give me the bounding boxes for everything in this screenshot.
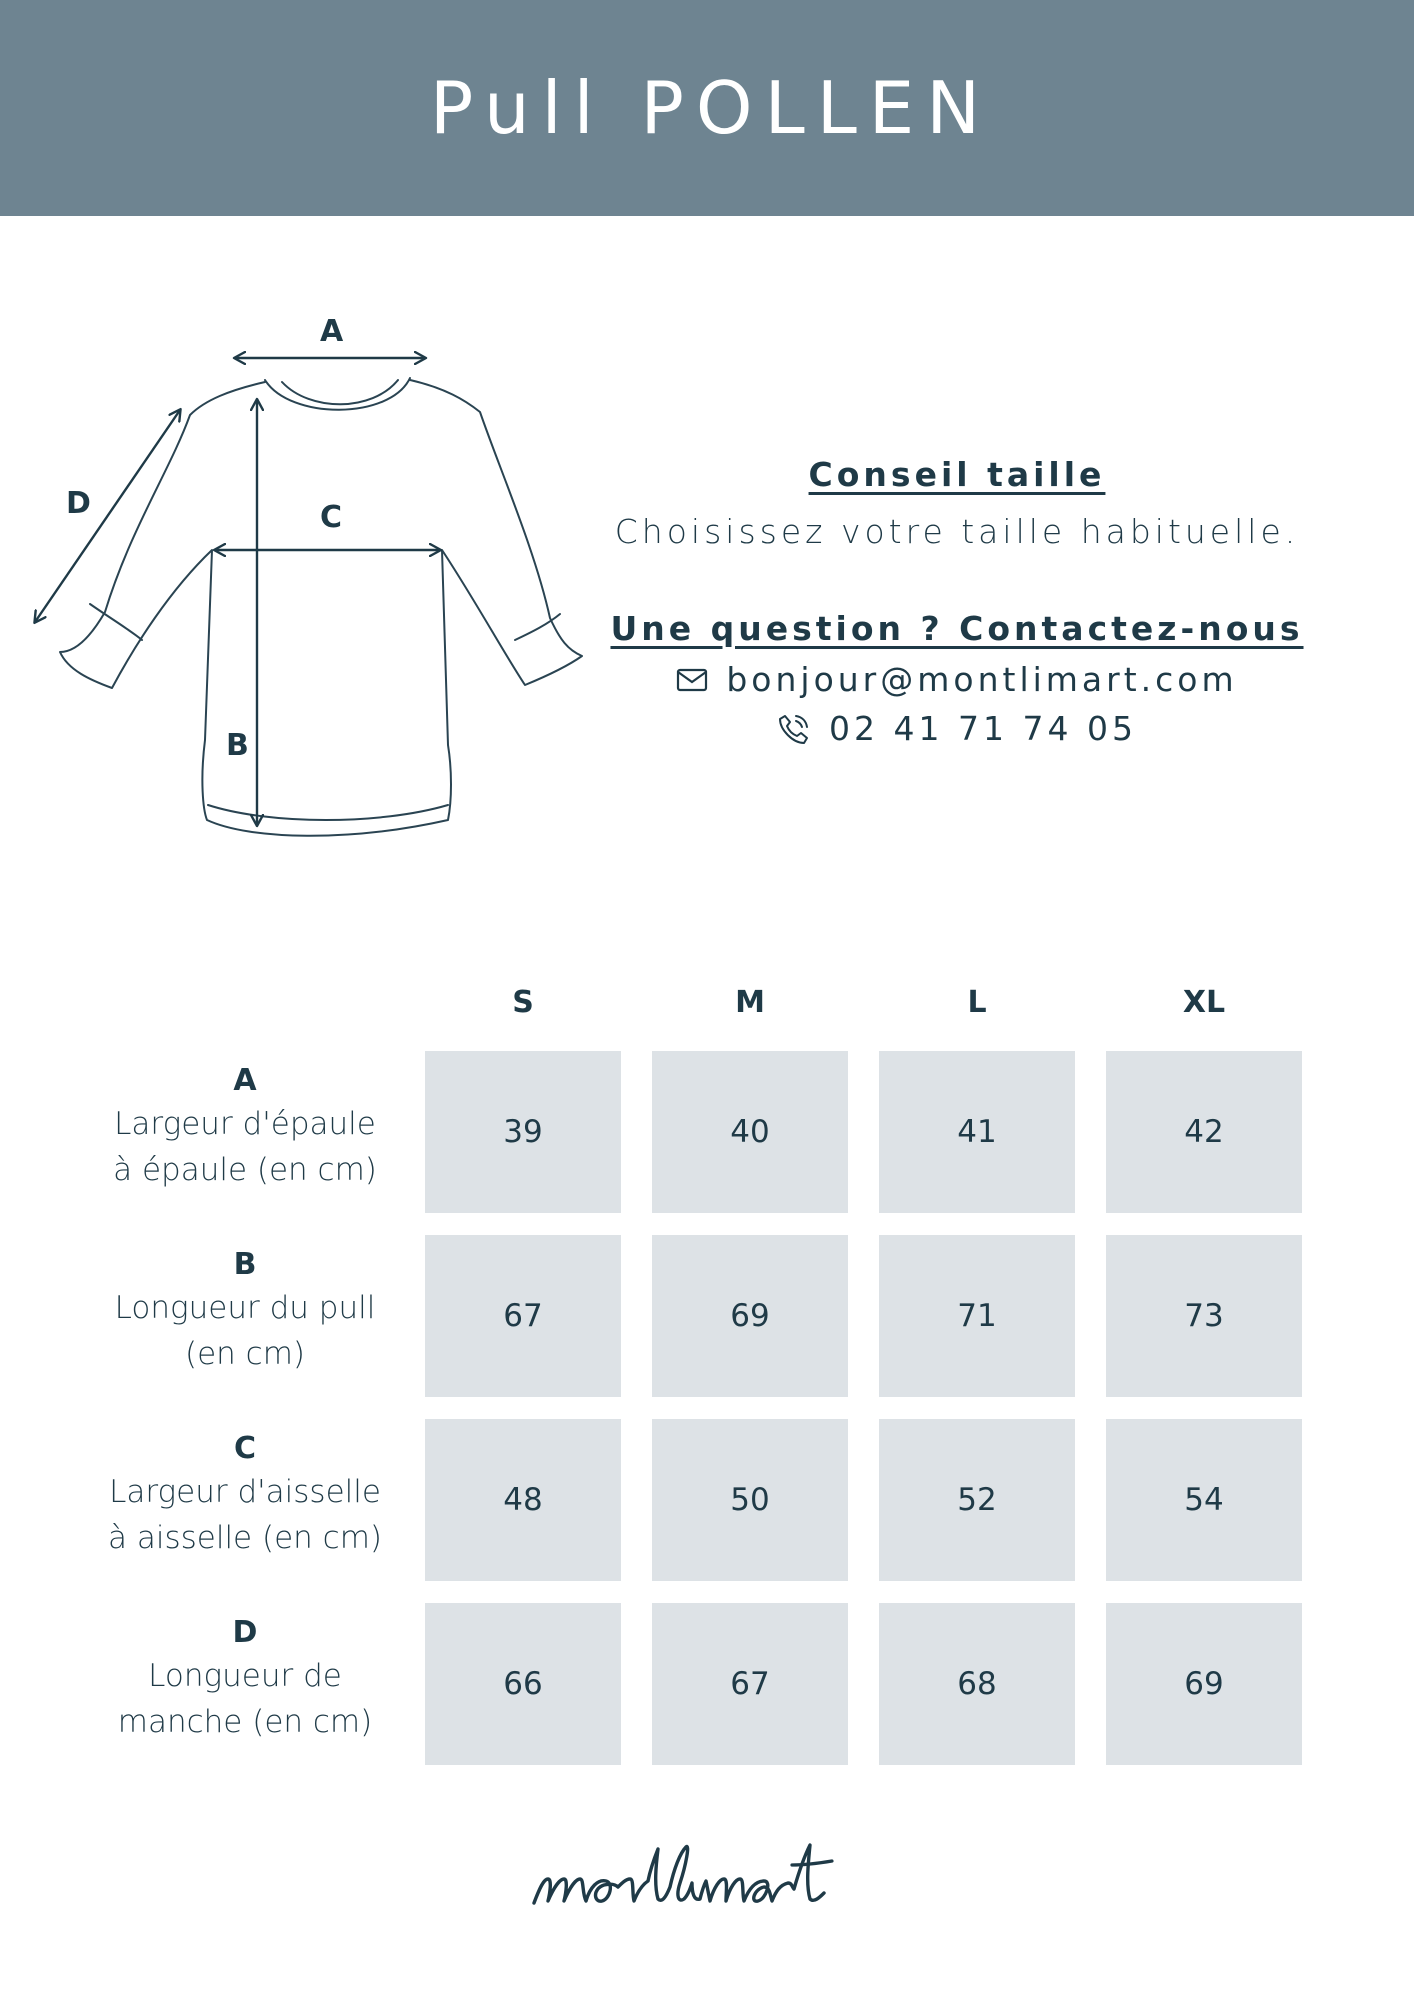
size-l: L (967, 985, 987, 1020)
page-title: Pull POLLEN (429, 66, 993, 150)
brand-logo (530, 1835, 884, 1925)
label-a: A (320, 314, 344, 349)
table-cell: 48 (425, 1419, 621, 1581)
table-cell: 52 (879, 1419, 1075, 1581)
row-desc-line2: à aisselle (en cm) (108, 1520, 382, 1556)
phone-icon (777, 712, 811, 746)
table-cell: 68 (879, 1603, 1075, 1765)
email-line[interactable] (600, 660, 1314, 699)
row-letter: A (233, 1063, 257, 1098)
row-desc-line2: (en cm) (184, 1336, 305, 1372)
phone-number[interactable]: 02 41 71 74 05 (829, 709, 1137, 748)
table-cell: 50 (652, 1419, 848, 1581)
label-d: D (66, 486, 91, 521)
row-label (80, 1061, 410, 1193)
email-link[interactable]: bonjour@montlimart.com (726, 660, 1238, 699)
row-label (80, 1245, 410, 1377)
montlimart-logo-script (530, 1835, 884, 1925)
header-banner (0, 0, 1414, 216)
row-desc-line1: Longueur du pull (114, 1290, 376, 1326)
table-cell: 54 (1106, 1419, 1302, 1581)
row-desc-line2: manche (en cm) (117, 1704, 373, 1740)
row-letter: C (233, 1431, 257, 1466)
phone-line[interactable] (600, 709, 1314, 748)
size-header-row (0, 985, 1414, 1035)
size-s: S (512, 985, 534, 1020)
table-cell: 40 (652, 1051, 848, 1213)
size-advice (600, 455, 1314, 748)
row-desc-line1: Largeur d'épaule (114, 1106, 376, 1142)
sweater-diagram (20, 300, 600, 860)
table-cell: 39 (425, 1051, 621, 1213)
size-m: M (735, 985, 765, 1020)
table-cell: 67 (425, 1235, 621, 1397)
row-desc-line1: Longueur de (148, 1658, 342, 1694)
sweater-illustration (20, 300, 600, 860)
table-cell: 71 (879, 1235, 1075, 1397)
size-xl: XL (1182, 985, 1226, 1020)
table-cell: 42 (1106, 1051, 1302, 1213)
contact-title: Une question ? Contactez-nous (610, 609, 1304, 648)
row-letter: B (233, 1247, 257, 1282)
row-label (80, 1613, 410, 1745)
table-row (0, 1419, 1414, 1581)
advice-title: Conseil taille (808, 455, 1106, 494)
table-cell: 73 (1106, 1235, 1302, 1397)
table-cell: 69 (652, 1235, 848, 1397)
row-desc-line2: à épaule (en cm) (113, 1152, 377, 1188)
table-cell: 67 (652, 1603, 848, 1765)
label-c: C (320, 500, 343, 535)
table-cell: 66 (425, 1603, 621, 1765)
row-desc-line1: Largeur d'aisselle (109, 1474, 381, 1510)
mail-icon (676, 667, 708, 693)
row-letter: D (232, 1615, 258, 1650)
table-row (0, 1603, 1414, 1765)
label-b: B (226, 728, 249, 763)
advice-text: Choisissez votre taille habituelle. (614, 512, 1300, 551)
table-row (0, 1051, 1414, 1213)
table-cell: 69 (1106, 1603, 1302, 1765)
row-label (80, 1429, 410, 1561)
table-cell: 41 (879, 1051, 1075, 1213)
table-row (0, 1235, 1414, 1397)
